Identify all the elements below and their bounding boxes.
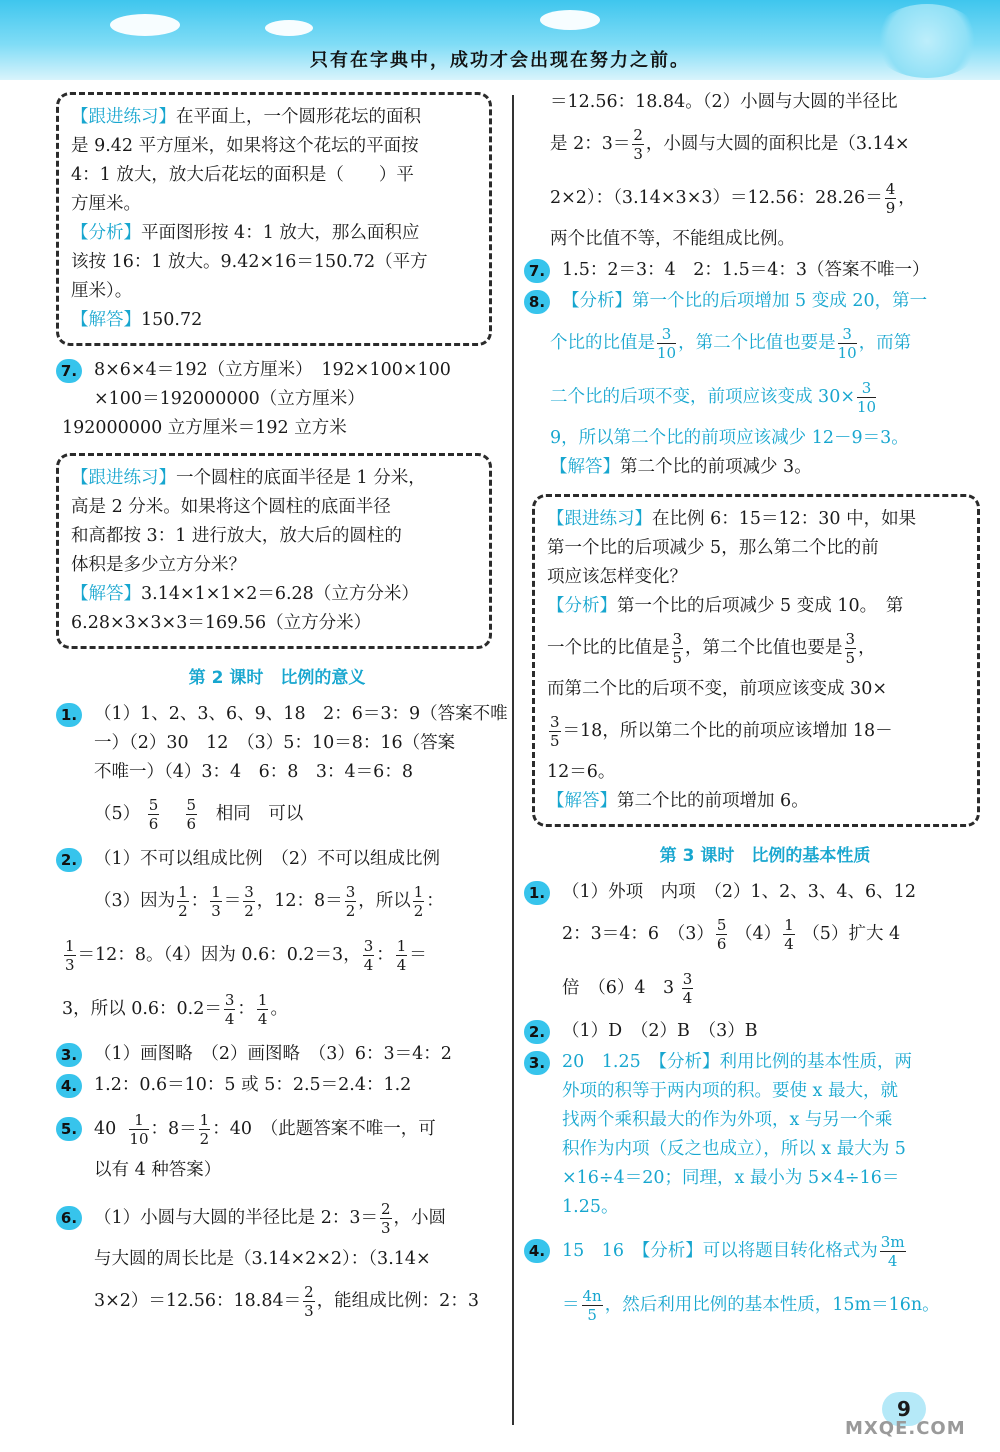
left-column bbox=[60, 92, 508, 1328]
number-badge: 7. bbox=[524, 259, 550, 283]
text: ， bbox=[898, 188, 916, 208]
text-line: （1）不可以组成比例 （2）不可以组成比例 bbox=[94, 849, 441, 869]
text-line bbox=[547, 505, 965, 534]
text-line bbox=[94, 1102, 492, 1156]
numerator: 3 bbox=[345, 883, 356, 901]
text-line: 外项的积等于两内项的积。要使 x 最大，就 bbox=[562, 1081, 898, 1101]
question-7-right bbox=[530, 256, 980, 285]
denominator: 5 bbox=[845, 649, 856, 667]
text: 15 16 【分析】可以将题目转化格式为 bbox=[562, 1241, 878, 1261]
text-line: 高是 2 分米。如果将这个圆柱的底面半径 bbox=[71, 497, 391, 517]
practice-box-1 bbox=[56, 92, 492, 346]
fraction bbox=[224, 991, 236, 1028]
number-badge: 1. bbox=[524, 881, 550, 905]
fraction bbox=[210, 883, 222, 920]
text-line bbox=[550, 171, 980, 225]
denominator: 2 bbox=[413, 902, 424, 920]
numerator: 3 bbox=[224, 991, 235, 1009]
number-badge: 4. bbox=[56, 1074, 82, 1098]
text: （5） bbox=[94, 804, 141, 824]
fraction bbox=[716, 916, 728, 953]
denominator: 2 bbox=[345, 902, 356, 920]
practice-box-2 bbox=[56, 453, 492, 649]
numerator: 3 bbox=[244, 883, 254, 901]
text: ＝12：8。（4）因为 0.6：0.2＝3， bbox=[77, 945, 361, 965]
section-tag: 【分析】 bbox=[547, 596, 617, 616]
text: ，所以 bbox=[358, 891, 411, 911]
numerator: 4n bbox=[582, 1287, 602, 1305]
text-line: $\frac{1}{3}$ ＝12：8。（4）因为 0.6：0.2＝3， $\frac{3}{4}$ ： $\frac{1}{4}$ ＝ bbox=[65, 937, 427, 974]
denominator: 5 bbox=[550, 732, 560, 750]
text: 第二个比的前项减少 3。 bbox=[620, 457, 812, 477]
text-line: ＝12.56：18.84。（2）小圆与大圆的半径比 bbox=[550, 92, 898, 112]
text: ，然后利用比例的基本性质，15m＝16n。 bbox=[604, 1295, 940, 1315]
text-line bbox=[550, 453, 980, 482]
text-line bbox=[547, 704, 965, 758]
fraction bbox=[129, 1111, 148, 1148]
text: 是 2：3＝ bbox=[550, 134, 631, 154]
text-line: 与大圆的周长比是（3.14×2×2）：（3.14× bbox=[94, 1249, 431, 1269]
denominator: 4 bbox=[224, 1010, 235, 1028]
number-badge: 1. bbox=[56, 703, 82, 727]
numerator: 1 bbox=[199, 1111, 210, 1129]
number-badge: 2. bbox=[524, 1020, 550, 1044]
numerator: 3 bbox=[857, 379, 876, 398]
numerator: 1 bbox=[396, 937, 407, 955]
numerator: 5 bbox=[716, 916, 727, 934]
denominator: 10 bbox=[837, 344, 857, 362]
text: 40 bbox=[94, 1119, 117, 1139]
text-line: 6.28×3×3×3＝169.56（立方分米） bbox=[71, 613, 372, 633]
text-line: 12＝6。 bbox=[547, 762, 616, 782]
text-line: 而第二个比的后项不变，前项应该变成 30× bbox=[547, 679, 887, 699]
text-line: 不唯一）（4）3：4 6：8 3：4＝6：8 bbox=[94, 762, 413, 782]
denominator: 9 bbox=[885, 199, 896, 217]
text: 平面图形按 4：1 放大，那么面积应 bbox=[141, 223, 420, 243]
fraction bbox=[64, 937, 76, 974]
lesson2-question-6 bbox=[62, 1191, 492, 1328]
text-line: 4：1 放大，放大后花坛的面积是（ ）平 bbox=[71, 165, 414, 185]
fraction bbox=[148, 796, 160, 833]
fraction bbox=[549, 713, 561, 750]
text-line: 和高都按 3：1 进行放大，放大后的圆柱的 bbox=[71, 526, 402, 546]
text: 3，所以 0.6：0.2＝ bbox=[62, 999, 222, 1019]
fraction bbox=[582, 1287, 603, 1324]
text: 相同 可以 bbox=[215, 804, 304, 824]
number-badge: 4. bbox=[524, 1239, 550, 1263]
text-line bbox=[550, 117, 980, 171]
section-tag: 【解答】 bbox=[547, 791, 617, 811]
text-line: 该按 16：1 放大。9.42×16＝150.72（平方 bbox=[71, 252, 428, 272]
numerator: 1 bbox=[129, 1111, 148, 1130]
section-tag: 【解答】 bbox=[71, 584, 141, 604]
fraction bbox=[880, 1233, 906, 1270]
text-line: 3，所以 0.6：0.2＝ $\frac{3}{4}$ ： $\frac{1}{4}$ 。 bbox=[62, 991, 288, 1028]
numerator: 4 bbox=[885, 180, 896, 198]
text-line bbox=[562, 961, 980, 1015]
cloud-decoration bbox=[110, 14, 180, 36]
numerator: 1 bbox=[65, 937, 75, 955]
denominator: 2 bbox=[199, 1130, 210, 1148]
denominator: 3 bbox=[304, 1302, 314, 1320]
text-line: 1.2：0.6＝10：5 或 5：2.5＝2.4：1.2 bbox=[94, 1075, 412, 1095]
text: 二个比的后项不变，前项应该变成 30× bbox=[550, 387, 855, 407]
text: （1）小圆与大圆的半径比是 2：3＝ bbox=[94, 1208, 378, 1228]
lesson-2-heading: 第 2 课时 比例的意义 bbox=[188, 668, 366, 688]
numerator: 1 bbox=[211, 883, 221, 901]
right-column bbox=[528, 92, 980, 1332]
lesson2-question-5 bbox=[62, 1102, 492, 1185]
denominator: 5 bbox=[672, 649, 683, 667]
text: 一个比的比值是 bbox=[547, 638, 670, 658]
denominator: 4 bbox=[257, 1010, 268, 1028]
text-line bbox=[94, 1274, 492, 1328]
text-line: 积作为内项（反之也成立），所以 x 最大为 5 bbox=[562, 1139, 906, 1159]
fraction bbox=[345, 883, 357, 920]
section-tag: 【跟进练习】 bbox=[71, 468, 176, 488]
lesson2-question-1 bbox=[60, 700, 508, 841]
text: ，第二个比值也要是 bbox=[678, 333, 836, 353]
denominator: 3 bbox=[211, 902, 221, 920]
fraction bbox=[186, 796, 198, 833]
text: 一个圆柱的底面半径是 1 分米， bbox=[176, 468, 426, 488]
text-line: 一）（2）30 12 （3）5：10＝8：16（答案 bbox=[94, 733, 456, 753]
denominator: 5 bbox=[587, 1306, 597, 1324]
denominator: 4 bbox=[396, 956, 407, 974]
lesson3-question-4 bbox=[530, 1224, 980, 1332]
fraction bbox=[783, 916, 795, 953]
text: （3）因为 bbox=[94, 891, 176, 911]
text-line: ×100＝192000000（立方厘米） bbox=[94, 389, 365, 409]
text: ：8＝ bbox=[150, 1119, 197, 1139]
denominator: 4 bbox=[682, 989, 693, 1007]
numerator: 3 bbox=[838, 325, 857, 344]
fraction bbox=[672, 630, 684, 667]
watermark: MXQE.COM bbox=[845, 1418, 966, 1439]
text: ：40 （此题答案不唯一，可 bbox=[212, 1119, 436, 1139]
text-line: 一个比的比值是 $\frac{3}{5}$ ，第二个比值也要是 $\frac{3}{5}$ ， bbox=[547, 630, 876, 667]
lesson2-question-3 bbox=[62, 1040, 492, 1069]
text-line: 9，所以第二个比的前项应该减少 12－9＝3。 bbox=[550, 428, 909, 448]
numerator: 3m bbox=[880, 1233, 905, 1251]
fraction bbox=[682, 970, 694, 1007]
text-line: 项应该怎样变化？ bbox=[547, 567, 687, 587]
text-line: （1）外项 内项 （2）1、2、3、4、6、12 bbox=[562, 882, 916, 902]
number-badge: 3. bbox=[524, 1051, 550, 1075]
text-line: 1.25。 bbox=[562, 1197, 619, 1217]
fraction bbox=[838, 325, 857, 362]
fraction bbox=[303, 1283, 315, 1320]
text: （4） bbox=[735, 924, 782, 944]
denominator: 2 bbox=[244, 902, 254, 920]
numerator: 3 bbox=[363, 937, 374, 955]
text-line bbox=[71, 219, 477, 248]
fraction bbox=[413, 883, 425, 920]
text-line: ×16÷4＝20；同理，x 最小为 5×4÷16＝ bbox=[562, 1168, 900, 1188]
text-line bbox=[562, 287, 980, 316]
text: 第一个比的后项增加 5 变成 20，第一 bbox=[632, 291, 928, 311]
numerator: 3 bbox=[657, 325, 676, 344]
cloud-decoration bbox=[540, 10, 600, 30]
fraction bbox=[199, 1111, 211, 1148]
denominator: 2 bbox=[178, 902, 188, 920]
header-motto: 只有在字典中，成功才会出现在努力之前。 bbox=[310, 50, 690, 71]
denominator: 6 bbox=[186, 815, 197, 833]
denominator: 10 bbox=[857, 398, 877, 416]
fraction bbox=[857, 379, 876, 416]
numerator: 1 bbox=[257, 991, 268, 1009]
fraction bbox=[363, 937, 375, 974]
fraction bbox=[632, 126, 644, 163]
text: 。 bbox=[270, 999, 288, 1019]
denominator: 6 bbox=[148, 815, 159, 833]
number-badge: 2. bbox=[56, 848, 82, 872]
text-line: （1）D （2）B （3）B bbox=[562, 1021, 758, 1041]
text: 3×2）＝12.56：18.84＝ bbox=[94, 1291, 302, 1311]
numerator: 2 bbox=[304, 1283, 314, 1301]
number-badge: 5. bbox=[56, 1117, 82, 1141]
text-line: 8×6×4＝192（立方厘米） 192×100×100 bbox=[94, 360, 451, 380]
text-line: 体积是多少立方分米？ bbox=[71, 555, 246, 575]
fraction bbox=[257, 991, 269, 1028]
numerator: 5 bbox=[186, 796, 197, 814]
text: ，12：8＝ bbox=[256, 891, 343, 911]
text: 2：3＝4：6 （3） bbox=[562, 924, 714, 944]
fraction bbox=[845, 630, 857, 667]
text-line bbox=[550, 316, 980, 370]
numerator: 3 bbox=[845, 630, 856, 648]
text-line: 找两个乘积最大的作为外项，x 与另一个乘 bbox=[562, 1110, 893, 1130]
denominator: 10 bbox=[657, 344, 677, 362]
text-line bbox=[94, 787, 492, 841]
question-8 bbox=[530, 287, 980, 482]
lesson-3-heading: 第 3 课时 比例的基本性质 bbox=[659, 846, 871, 866]
section-tag: 【跟进练习】 bbox=[547, 509, 652, 529]
text: ＝ bbox=[409, 945, 427, 965]
text-line: 是 9.42 平方厘米，如果将这个花坛的平面按 bbox=[71, 136, 419, 156]
header-banner bbox=[0, 0, 1000, 80]
text: ，第二个比值也要是 bbox=[685, 638, 843, 658]
text-line bbox=[71, 464, 477, 493]
text-line: 厘米）。 bbox=[71, 281, 133, 301]
text-line bbox=[71, 580, 477, 609]
numerator: 5 bbox=[148, 796, 159, 814]
numerator: 2 bbox=[633, 126, 643, 144]
denominator: 3 bbox=[380, 1219, 391, 1237]
text-line bbox=[547, 787, 965, 816]
lesson2-question-2 bbox=[62, 845, 492, 1036]
page-number: 9 bbox=[882, 1392, 926, 1426]
text: ，小圆与大圆的面积比是（3.14× bbox=[645, 134, 910, 154]
text-line bbox=[94, 1191, 492, 1245]
numerator: 1 bbox=[413, 883, 424, 901]
number-badge: 3. bbox=[56, 1043, 82, 1067]
text-line: 两个比值不等，不能组成比例。 bbox=[550, 229, 795, 249]
number-badge: 7. bbox=[56, 359, 82, 383]
number-badge: 8. bbox=[524, 290, 550, 314]
text-line: 第一个比的后项减少 5，那么第二个比的前 bbox=[547, 538, 879, 558]
section-tag: 【解答】 bbox=[550, 457, 620, 477]
text-line: （3）因为 $\frac{1}{2}$ ： $\frac{1}{3}$ ＝ $\frac{3}{2}$ ，12：8＝ $\frac{3}{2}$ ，所以 $\frac{1}{2}$ ： bbox=[94, 883, 444, 920]
fraction bbox=[396, 937, 408, 974]
text-line: 192000000 立方厘米＝192 立方米 bbox=[62, 418, 347, 438]
numerator: 3 bbox=[550, 713, 560, 731]
text: ，能组成比例：2：3 bbox=[316, 1291, 479, 1311]
question-7 bbox=[62, 356, 492, 443]
text: 3.14×1×1×2＝6.28（立方分米） bbox=[141, 584, 419, 604]
text: 150.72 bbox=[141, 310, 203, 330]
fraction bbox=[380, 1200, 392, 1237]
section-tag: 【分析】 bbox=[562, 291, 632, 311]
number-badge: 6. bbox=[56, 1206, 82, 1230]
text-line bbox=[71, 306, 477, 335]
section-tag: 【分析】 bbox=[71, 223, 141, 243]
numerator: 2 bbox=[380, 1200, 391, 1218]
fraction bbox=[885, 180, 897, 217]
lesson2-question-4 bbox=[62, 1071, 492, 1100]
numerator: 1 bbox=[784, 916, 794, 934]
text: ，而第 bbox=[858, 333, 912, 353]
denominator: 3 bbox=[65, 956, 75, 974]
text-line bbox=[550, 370, 980, 424]
denominator: 4 bbox=[363, 956, 374, 974]
text-line: 20 1.25 【分析】利用比例的基本性质，两 bbox=[562, 1052, 912, 1072]
text-line: （1）画图略 （2）画图略 （3）6：3＝4：2 bbox=[94, 1044, 452, 1064]
text-line: 以有 4 种答案） bbox=[94, 1160, 222, 1180]
column-divider bbox=[512, 95, 514, 1425]
fraction bbox=[243, 883, 255, 920]
cloud-decoration bbox=[265, 20, 313, 36]
numerator: 3 bbox=[672, 630, 683, 648]
denominator: 10 bbox=[129, 1130, 149, 1148]
numerator: 3 bbox=[682, 970, 693, 988]
text: ，小圆 bbox=[393, 1208, 447, 1228]
text: 第一个比的后项减少 5 变成 10。 第 bbox=[617, 596, 904, 616]
practice-box-3 bbox=[532, 494, 980, 827]
text-line bbox=[547, 592, 965, 621]
text: ＝18，所以第二个比的前项应该增加 18－ bbox=[562, 721, 893, 741]
text-line: ＝ $\frac{4n}{5}$ ，然后利用比例的基本性质，15m＝16n。 bbox=[562, 1287, 940, 1324]
text: 在平面上，一个圆形花坛的面积 bbox=[176, 107, 421, 127]
text: 2×2）：（3.14×3×3）＝12.56：28.26＝ bbox=[550, 188, 883, 208]
lesson3-question-1 bbox=[530, 878, 980, 1015]
text: 第二个比的前项增加 6。 bbox=[617, 791, 809, 811]
section-tag: 【解答】 bbox=[71, 310, 141, 330]
fraction bbox=[657, 325, 676, 362]
fraction bbox=[177, 883, 189, 920]
numerator: 1 bbox=[178, 883, 188, 901]
denominator: 4 bbox=[887, 1252, 898, 1270]
lesson3-question-2 bbox=[530, 1017, 980, 1046]
lesson3-question-3 bbox=[530, 1048, 980, 1222]
text: （5）扩大 4 bbox=[802, 924, 901, 944]
text: 倍 （6）4 3 bbox=[562, 978, 675, 998]
text-line: （1）1、2、3、6、9、18 2：6＝3：9（答案不唯 bbox=[94, 704, 508, 724]
denominator: 3 bbox=[633, 145, 643, 163]
denominator: 6 bbox=[716, 935, 727, 953]
text: 个比的比值是 bbox=[550, 333, 655, 353]
denominator: 4 bbox=[784, 935, 794, 953]
text-line: 1.5：2＝3：4 2：1.5＝4：3（答案不唯一） bbox=[562, 260, 930, 280]
text-line bbox=[562, 1224, 980, 1278]
text-line: 方厘米。 bbox=[71, 194, 141, 214]
section-tag: 【跟进练习】 bbox=[71, 107, 176, 127]
text-line bbox=[562, 907, 980, 961]
text-line bbox=[71, 103, 477, 132]
text: 在比例 6：15＝12：30 中，如果 bbox=[652, 509, 917, 529]
